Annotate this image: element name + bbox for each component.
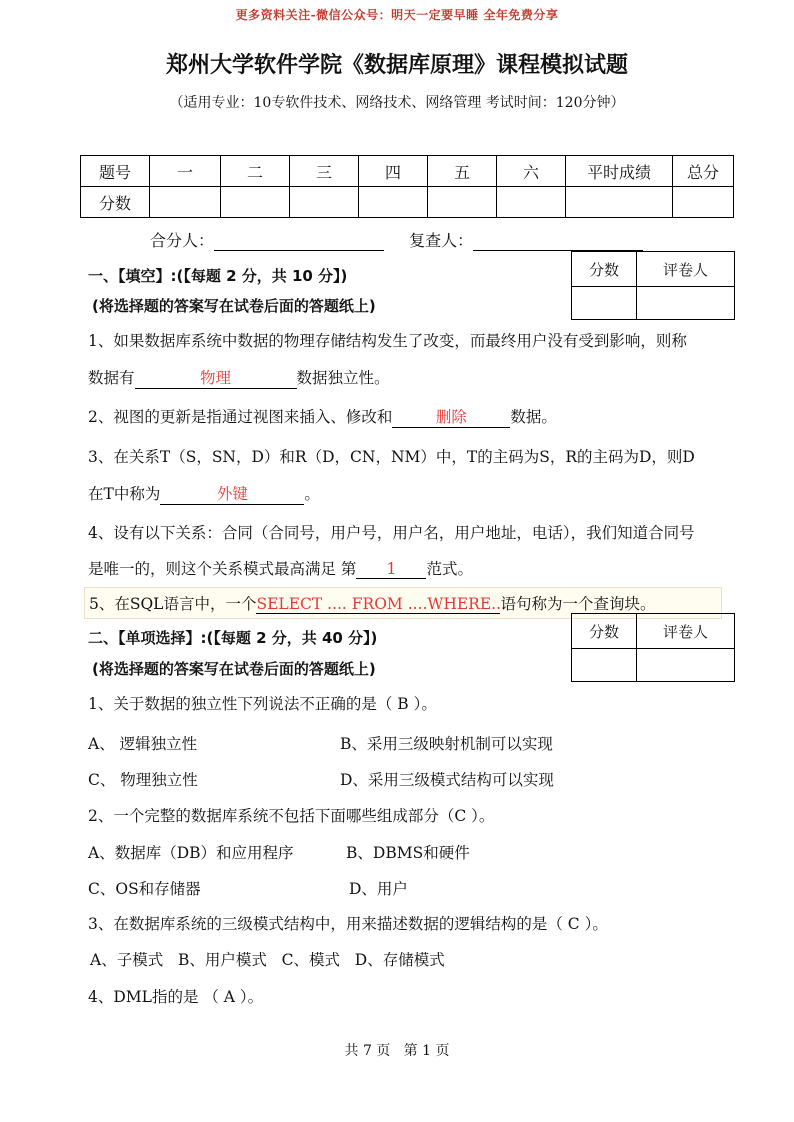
checker-label: 复查人：: [409, 231, 474, 250]
s1-q3-line2: [88, 482, 320, 505]
s2-q3-options: A、子模式 B、用户模式 C、模式 D、存储模式: [90, 951, 445, 969]
s1-q4-answer[interactable]: 1: [356, 560, 426, 579]
s1-q2-answer[interactable]: 删除: [392, 405, 510, 428]
score-header-cell: 平时成绩: [566, 156, 673, 187]
score-cell[interactable]: [290, 187, 359, 218]
score-header-cell: 五: [428, 156, 497, 187]
s2-q1-option-a: A、 逻辑独立性: [88, 735, 198, 753]
page-footer: 共 7 页 第 1 页: [344, 1043, 450, 1059]
s1-q2-line: [88, 405, 557, 428]
score-cell[interactable]: [673, 187, 734, 218]
page-title: 郑州大学软件学院《数据库原理》课程模拟试题: [165, 53, 628, 78]
grader-box-2: [571, 613, 735, 682]
section1-note: (将选择题的答案写在试卷后面的答题纸上): [92, 297, 376, 315]
score-table-header-row: [81, 156, 734, 187]
s1-q1-pre: 数据有: [88, 369, 135, 387]
s2-q2-option-c: C、OS和存储器: [88, 880, 201, 898]
grader-name-label: 评卷人: [637, 252, 735, 287]
s1-q5-answer[interactable]: SELECT .... FROM ....WHERE...: [256, 595, 506, 613]
s1-q3-pre: 在T中称为: [88, 485, 161, 503]
score-cell[interactable]: [566, 187, 673, 218]
grader-name-cell[interactable]: [637, 287, 735, 320]
s2-q1-option-c: C、 物理独立性: [88, 771, 198, 789]
s1-q4-pre-text: 是唯一的，则这个关系模式最高满足 第: [88, 560, 357, 578]
s2-q1-option-d: D、采用三级模式结构可以实现: [340, 771, 554, 789]
s1-q1-line1: 1、如果数据库系统中数据的物理存储结构发生了改变，而最终用户没有受到影响，则称: [88, 332, 687, 350]
score-header-cell: 六: [497, 156, 566, 187]
s1-q1-line2: [88, 366, 390, 389]
score-table-value-row: [81, 187, 734, 218]
section2-heading: 二、【单项选择】:(【每题 2 分，共 40 分】): [88, 629, 378, 647]
score-cell[interactable]: [359, 187, 428, 218]
s1-q3-answer[interactable]: 外键: [160, 482, 304, 505]
s1-q5-post: 语句称为一个查询块。: [500, 595, 656, 613]
s2-q1-option-b: B、采用三级映射机制可以实现: [340, 735, 553, 753]
s2-q3: 3、在数据库系统的三级模式结构中，用来描述数据的逻辑结构的是（ C ）。: [88, 915, 608, 933]
s1-q2-pre: 2、视图的更新是指通过视图来插入、修改和: [88, 408, 393, 426]
s2-q2: 2、一个完整的数据库系统不包括下面哪些组成部分（C ）。: [88, 807, 495, 825]
s1-q3-line1: 3、在关系T（S，SN，D）和R（D，CN，NM）中，T的主码为S，R的主码为D，则D: [88, 448, 695, 466]
s2-q4: 4、DML指的是 （ A ）。: [88, 988, 264, 1006]
score-row-label: 分数: [81, 187, 150, 218]
s1-q5-pre: 5、在SQL语言中，一个: [89, 595, 257, 613]
score-cell[interactable]: [221, 187, 290, 218]
s1-q4-post: 范式。: [426, 560, 473, 578]
section2-note: (将选择题的答案写在试卷后面的答题纸上): [92, 660, 376, 678]
s2-q2-option-d: D、用户: [349, 880, 408, 898]
scorer-label: 合分人：: [150, 231, 215, 250]
score-header-cell: 四: [359, 156, 428, 187]
s2-q1: 1、关于数据的独立性下列说法不正确的是（ B ）。: [88, 695, 437, 713]
score-header-cell: 题号: [81, 156, 150, 187]
s1-q4-line1: 4、设有以下关系：合同（合同号，用户号，用户名，用户地址，电话），我们知道合同号: [88, 524, 695, 542]
score-cell[interactable]: [150, 187, 221, 218]
grader-score-label: 分数: [572, 252, 637, 287]
score-cell[interactable]: [428, 187, 497, 218]
scorer-blank[interactable]: [214, 234, 384, 251]
score-header-cell: 三: [290, 156, 359, 187]
score-header-cell: 二: [221, 156, 290, 187]
grader-name-cell[interactable]: [637, 649, 735, 682]
grader-score-cell[interactable]: [572, 649, 637, 682]
s1-q4-line2: [88, 557, 473, 579]
grader-score-label: 分数: [572, 614, 637, 649]
score-table: [80, 155, 734, 218]
s1-q3-post: 。: [304, 485, 320, 503]
score-cell[interactable]: [497, 187, 566, 218]
checker-blank[interactable]: [473, 234, 643, 251]
grader-box-1: [571, 251, 735, 320]
score-header-cell: 一: [150, 156, 221, 187]
promo-banner: 更多资料关注-微信公众号：明天一定要早睡 全年免费分享: [235, 8, 559, 22]
section1-heading: 一、【填空】:(【每题 2 分，共 10 分】): [88, 267, 348, 285]
sign-line: [150, 228, 643, 251]
s1-q1-post: 数据独立性。: [296, 369, 390, 387]
s1-q2-post: 数据。: [510, 408, 557, 426]
page-subtitle: （适用专业：10专软件技术、网络技术、网络管理 考试时间：120分钟）: [169, 95, 625, 111]
s1-q1-answer[interactable]: 物理: [135, 366, 297, 389]
grader-name-label: 评卷人: [637, 614, 735, 649]
grader-score-cell[interactable]: [572, 287, 637, 320]
s2-q2-option-b: B、DBMS和硬件: [346, 844, 470, 862]
s2-q2-option-a: A、数据库（DB）和应用程序: [88, 844, 294, 862]
score-header-cell: 总分: [673, 156, 734, 187]
